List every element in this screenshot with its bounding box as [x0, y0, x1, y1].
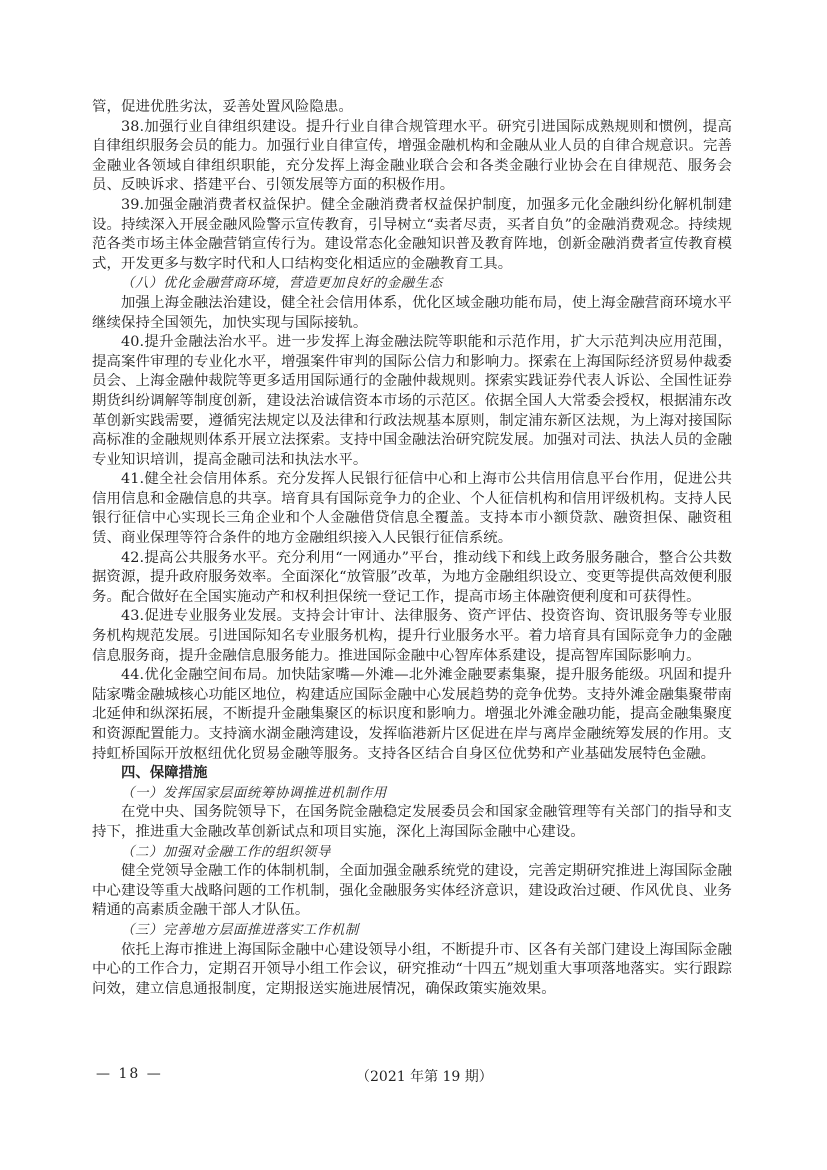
paragraph-39: 39.加强金融消费者权益保护。健全金融消费者权益保护制度，加强多元化金融纠纷化解机制建设。持续深入开展金融风险警示宣传教育，引导树立“卖者尽责，买者自负”的金融消费观念。持续规范各类市场主体金融营销宣传行为。建设常态化金融知识普及教育阵地，创新金融消费者宣传教育模式，开发更多与数字时代和人口结构变化相适应的金融教育工具。	[92, 196, 732, 272]
paragraph-38: 38.加强行业自律组织建设。提升行业自律合规管理水平。研究引进国际成熟规则和惯例，提高自律组织服务会员的能力。加强行业自律宣传，增强金融机构和金融从业人员的自律合规意识。完善金融业各领域自律组织职能，充分发挥上海金融业联合会和各类金融行业协会在自律规范、服务会员、反映诉求、搭建平台、引领发展等方面的积极作用。	[92, 118, 732, 194]
paragraph-measure-1: 在党中央、国务院领导下，在国务院金融稳定发展委员会和国家金融管理等有关部门的指导和支持下，推进重大金融改革创新试点和项目实施，深化上海国际金融中心建设。	[92, 804, 732, 840]
paragraph-measure-2: 健全党领导金融工作的体制机制，全面加强金融系统党的建设，完善定期研究推进上海国际金融中心建设等重大战略问题的工作机制，强化金融服务实体经济意识，建设政治过硬、作风优良、业务精通的高素质金融干部人才队伍。	[92, 863, 732, 919]
paragraph-40: 40.提升金融法治水平。进一步发挥上海金融法院等职能和示范作用，扩大示范判决应用范围，提高案件审理的专业化水平，增强案件审判的国际公信力和影响力。探索在上海国际经济贸易仲裁委员会、上海金融仲裁院等更多适用国际通行的金融仲裁规则。探索实践证券代表人诉讼、全国性证券期货纠纷调解等制度创新，建设法治诚信资本市场的示范区。依据全国人大常委会授权，根据浦东改革创新实践需要，遵循宪法规定以及法律和行政法规基本原则，制定浦东新区法规，为上海对接国际高标准的金融规则体系开展立法探索。支持中国金融法治研究院发展。加强对司法、执法人员的金融专业知识培训，提高金融司法和执法水平。	[92, 334, 732, 468]
paragraph-41: 41.健全社会信用体系。充分发挥人民银行征信中心和上海市公共信用信息平台作用，促进公共信用信息和金融信息的共享。培育具有国际竞争力的企业、个人征信机构和信用评级机构。支持人民银行征信中心实现长三角企业和个人金融借贷信息全覆盖。支持本市小额贷款、融资担保、融资租赁、商业保理等符合条件的地方金融组织接入人民银行征信系统。	[92, 471, 732, 547]
paragraph-intro-8: 加强上海金融法治建设，健全社会信用体系，优化区域金融功能布局，使上海金融营商环境水平继续保持全国领先，加快实现与国际接轨。	[92, 294, 732, 331]
subheading-1: （一）发挥国家层面统筹协调推进机制作用	[121, 785, 387, 801]
paragraph-42: 42.提高公共服务水平。充分利用“一网通办”平台，推动线下和线上政务服务融合，整合公共数据资源，提升政府服务效率。全面深化“放管服”改革，为地方金融组织设立、变更等提供高效便利服务。配合做好在全国实施动产和权利担保统一登记工作，提高市场主体融资便利度和可获得性。	[92, 549, 732, 605]
subheading-8: （八）优化金融营商环境，营造更加良好的金融生态	[121, 276, 443, 292]
subheading-2: （二）加强对金融工作的组织领导	[121, 844, 331, 860]
paragraph-44: 44.优化金融空间布局。加快陆家嘴—外滩—北外滩金融要素集聚，提升服务能级。巩固和提升陆家嘴金融城核心功能区地位，构建适应国际金融中心发展趋势的竞争优势。支持外滩金融集聚带南北延伸和纵深拓展，不断提升金融集聚区的标识度和影响力。增强北外滩金融功能，提高金融集聚度和资源配置能力。支持滴水湖金融湾建设，发挥临港新片区促进在岸与离岸金融统筹发展的作用。支持虹桥国际开放枢纽优化贸易金融等服务。支持各区结合自身区位优势和产业基础发展特色金融。	[92, 667, 732, 762]
document-body	[92, 98, 732, 999]
page-number: — 18 —	[96, 1066, 163, 1082]
page-footer	[92, 1066, 732, 1086]
issue-label: （2021 年第 19 期）	[356, 1069, 493, 1085]
paragraph-43: 43.促进专业服务业发展。支持会计审计、法律服务、资产评估、投资咨询、资讯服务等专业服务机构规范发展。引进国际知名专业服务机构，提升行业服务水平。着力培育具有国际竞争力的金融信息服务商，提升金融信息服务能力。推进国际金融中心智库体系建设，提高智库国际影响力。	[92, 608, 732, 664]
subheading-3: （三）完善地方层面推进落实工作机制	[121, 922, 359, 938]
paragraph-measure-3: 依托上海市推进上海国际金融中心建设领导小组，不断提升市、区各有关部门建设上海国际金融中心的工作合力，定期召开领导小组工作会议，研究推动“十四五”规划重大事项落地落实。实行跟踪问效，建立信息通报制度，定期报送实施进展情况，确保政策实施效果。	[92, 941, 732, 997]
section-heading-4: 四、保障措施	[121, 765, 208, 782]
paragraph-continuation: 管，促进优胜劣汰，妥善处置风险隐患。	[92, 99, 353, 115]
